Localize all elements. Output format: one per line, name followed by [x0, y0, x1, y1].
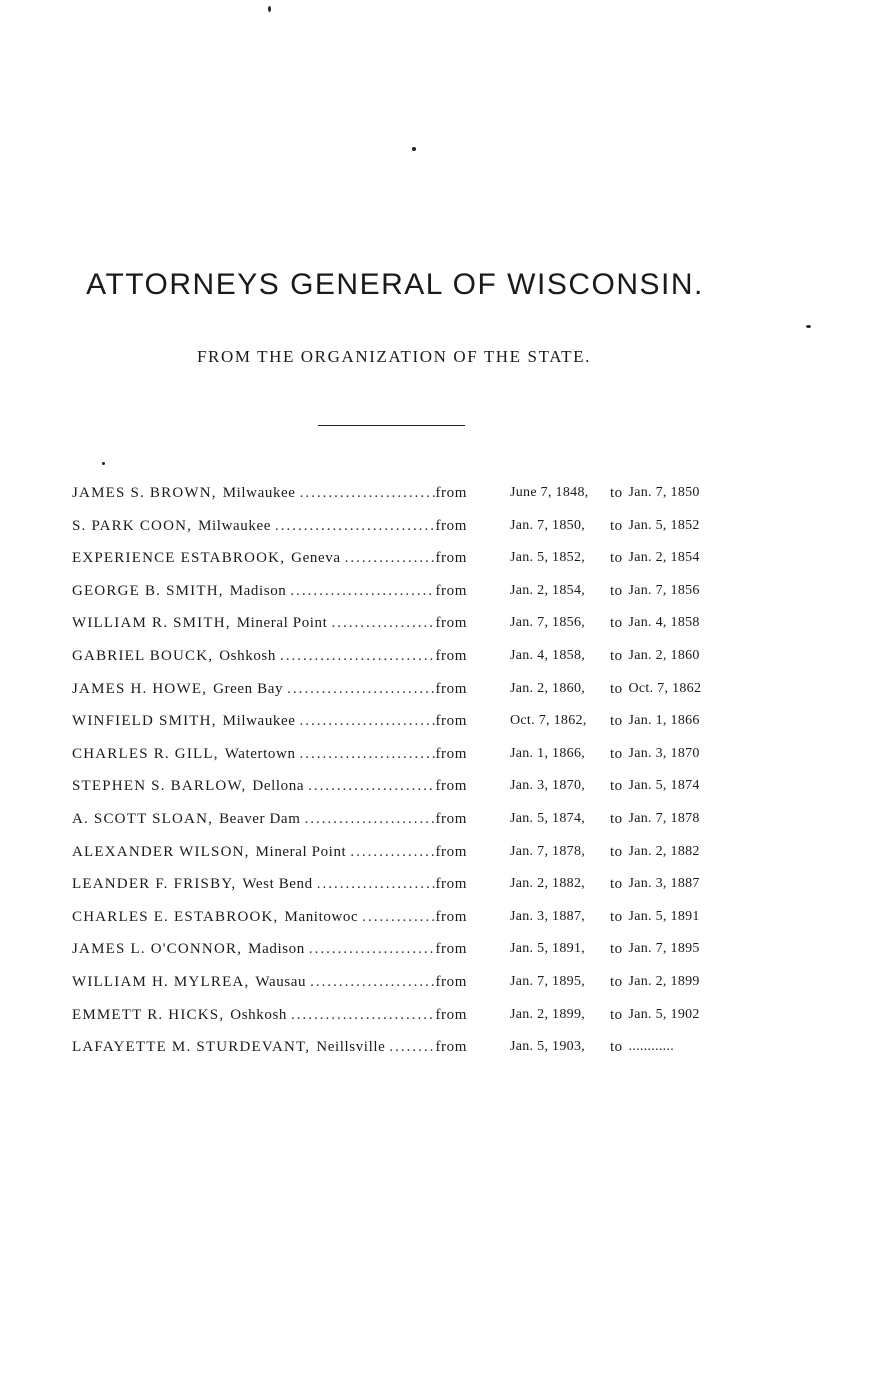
entry-left	[72, 1003, 467, 1027]
term-end: Jan. 1, 1866	[628, 713, 700, 729]
entry-right	[510, 481, 700, 505]
attorney-place: Madison	[229, 582, 287, 599]
attorney-name: WILLIAM R. SMITH,	[72, 615, 231, 632]
term-start: Jan. 7, 1878,	[510, 843, 586, 859]
scan-speck	[268, 6, 271, 12]
entry-right	[510, 1035, 674, 1059]
list-item	[72, 514, 722, 547]
entry-right	[510, 1003, 700, 1027]
attorney-place: Mineral Point	[255, 843, 347, 860]
attorney-name: LEANDER F. FRISBY,	[72, 876, 237, 893]
entry-right	[510, 611, 700, 635]
from-label: from	[435, 1006, 467, 1023]
entry-left	[72, 709, 467, 733]
term-start: Jan. 1, 1866,	[510, 745, 586, 761]
term-end: Jan. 3, 1870	[628, 745, 700, 761]
term-start: June 7, 1848,	[510, 485, 589, 500]
dot-leader	[309, 937, 436, 961]
attorney-place: Milwaukee	[198, 517, 271, 534]
from-label: from	[435, 582, 467, 599]
entry-left	[72, 644, 467, 668]
dot-leader	[300, 742, 436, 766]
entry-left	[72, 1035, 467, 1059]
from-label: from	[435, 941, 467, 958]
term-end: ............	[628, 1039, 675, 1055]
entry-right	[510, 677, 701, 701]
to-label: to	[610, 582, 623, 599]
list-item	[72, 481, 722, 514]
list-item	[72, 644, 722, 677]
term-end: Jan. 2, 1860	[628, 647, 700, 663]
dot-leader	[275, 514, 435, 538]
entry-left	[72, 774, 467, 798]
term-start: Jan. 2, 1882,	[510, 876, 586, 892]
attorney-name: ALEXANDER WILSON,	[72, 843, 250, 860]
to-label: to	[610, 713, 623, 730]
attorney-name: WILLIAM H. MYLREA,	[72, 973, 250, 990]
term-end: Jan. 7, 1856	[628, 582, 700, 598]
entry-right	[510, 709, 700, 733]
term-end: Oct. 7, 1862	[628, 680, 702, 696]
dot-leader	[308, 774, 435, 798]
list-item	[72, 677, 722, 710]
entry-left	[72, 742, 467, 766]
entry-right	[510, 937, 700, 961]
to-label: to	[610, 745, 623, 762]
from-label: from	[435, 647, 467, 664]
attorney-name: EMMETT R. HICKS,	[72, 1006, 225, 1023]
entry-right	[510, 774, 700, 798]
from-label: from	[435, 843, 467, 860]
list-item	[72, 1003, 722, 1036]
from-label: from	[435, 745, 467, 762]
page-title: ATTORNEYS GENERAL OF WISCONSIN.	[86, 268, 704, 301]
attorney-place: Wausau	[255, 973, 307, 990]
term-start: Jan. 2, 1854,	[510, 582, 586, 598]
list-item	[72, 937, 722, 970]
term-start: Jan. 5, 1903,	[510, 1039, 586, 1055]
dot-leader	[310, 970, 435, 994]
to-label: to	[610, 810, 623, 827]
entry-right	[510, 546, 700, 570]
term-end: Jan. 7, 1878	[628, 810, 700, 826]
list-item	[72, 742, 722, 775]
entry-left	[72, 677, 467, 701]
entry-left	[72, 611, 467, 635]
dot-leader	[290, 579, 435, 603]
title-divider	[318, 425, 465, 426]
term-start: Jan. 3, 1870,	[510, 778, 586, 794]
attorney-place: Madison	[248, 941, 305, 958]
entry-left	[72, 840, 467, 864]
attorney-name: S. PARK COON,	[72, 517, 193, 534]
term-end: Jan. 5, 1902	[628, 1006, 700, 1022]
entry-right	[510, 840, 700, 864]
attorney-name: A. SCOTT SLOAN,	[72, 810, 214, 827]
entry-left	[72, 807, 467, 831]
term-start: Jan. 7, 1895,	[510, 973, 586, 989]
entry-right	[510, 514, 700, 538]
entry-left	[72, 970, 467, 994]
entry-left	[72, 514, 467, 538]
attorney-place: Milwaukee	[222, 713, 296, 730]
list-item	[72, 546, 722, 579]
to-label: to	[610, 843, 623, 860]
attorney-place: Beaver Dam	[219, 810, 301, 827]
entry-right	[510, 644, 700, 668]
attorney-name: WINFIELD SMITH,	[72, 713, 217, 730]
to-label: to	[610, 550, 623, 567]
entry-left	[72, 481, 467, 505]
scan-speck	[412, 147, 416, 151]
entry-right	[510, 807, 700, 831]
term-end: Jan. 5, 1891	[628, 908, 700, 924]
entry-left	[72, 905, 467, 929]
from-label: from	[435, 680, 467, 697]
entry-right	[510, 742, 700, 766]
to-label: to	[610, 517, 623, 534]
attorney-name: JAMES H. HOWE,	[72, 680, 208, 697]
dot-leader	[300, 481, 436, 505]
list-item	[72, 840, 722, 873]
to-label: to	[610, 941, 623, 958]
attorney-name: GEORGE B. SMITH,	[72, 582, 224, 599]
from-label: from	[435, 713, 467, 730]
term-start: Jan. 5, 1852,	[510, 550, 586, 566]
attorney-place: Watertown	[224, 745, 296, 762]
list-item	[72, 709, 722, 742]
list-item	[72, 1035, 722, 1068]
term-end: Jan. 2, 1854	[628, 550, 700, 566]
dot-leader	[362, 905, 435, 929]
attorney-name: CHARLES E. ESTABROOK,	[72, 908, 279, 925]
attorneys-list	[72, 481, 722, 1068]
scan-speck	[806, 325, 811, 328]
term-end: Jan. 2, 1899	[628, 973, 700, 989]
dot-leader	[300, 709, 436, 733]
entry-right	[510, 970, 700, 994]
to-label: to	[610, 1039, 623, 1056]
term-start: Jan. 2, 1860,	[510, 680, 586, 696]
list-item	[72, 872, 722, 905]
dot-leader	[331, 611, 435, 635]
from-label: from	[435, 550, 467, 567]
dot-leader	[304, 807, 435, 831]
from-label: from	[435, 810, 467, 827]
term-start: Jan. 5, 1874,	[510, 810, 586, 826]
term-start: Jan. 4, 1858,	[510, 647, 586, 663]
term-end: Jan. 5, 1852	[628, 517, 700, 533]
attorney-name: JAMES S. BROWN,	[72, 485, 217, 501]
to-label: to	[610, 485, 623, 501]
attorney-name: JAMES L. O'CONNOR,	[72, 941, 243, 958]
list-item	[72, 970, 722, 1003]
to-label: to	[610, 973, 623, 990]
term-start: Oct. 7, 1862,	[510, 713, 587, 729]
to-label: to	[610, 778, 623, 795]
list-item	[72, 611, 722, 644]
attorney-place: Geneva	[291, 550, 341, 567]
from-label: from	[435, 1039, 467, 1056]
to-label: to	[610, 908, 623, 925]
dot-leader	[317, 872, 436, 896]
term-start: Jan. 7, 1850,	[510, 517, 586, 533]
list-item	[72, 579, 722, 612]
dot-leader	[389, 1035, 435, 1059]
from-label: from	[435, 485, 467, 501]
from-label: from	[435, 778, 467, 795]
attorney-place: West Bend	[242, 876, 313, 893]
term-start: Jan. 2, 1899,	[510, 1006, 586, 1022]
attorney-name: LAFAYETTE M. STURDEVANT,	[72, 1039, 311, 1056]
term-end: Jan. 7, 1850	[628, 485, 700, 500]
term-end: Jan. 2, 1882	[628, 843, 700, 859]
attorney-place: Dellona	[252, 778, 305, 795]
to-label: to	[610, 647, 623, 664]
entry-right	[510, 905, 700, 929]
attorney-name: CHARLES R. GILL,	[72, 745, 219, 762]
term-end: Jan. 3, 1887	[628, 876, 700, 892]
attorney-place: Green Bay	[213, 680, 284, 697]
term-start: Jan. 3, 1887,	[510, 908, 586, 924]
attorney-name: EXPERIENCE ESTABROOK,	[72, 550, 286, 567]
dot-leader	[291, 1003, 435, 1027]
from-label: from	[435, 908, 467, 925]
to-label: to	[610, 615, 623, 632]
from-label: from	[435, 876, 467, 893]
entry-right	[510, 872, 700, 896]
dot-leader	[345, 546, 436, 570]
attorney-place: Oshkosh	[219, 647, 276, 664]
from-label: from	[435, 615, 467, 632]
from-label: from	[435, 973, 467, 990]
page-subtitle: FROM THE ORGANIZATION OF THE STATE.	[196, 347, 592, 366]
dot-leader	[280, 644, 435, 668]
dot-leader	[287, 677, 435, 701]
attorney-place: Oshkosh	[230, 1006, 287, 1023]
from-label: from	[435, 517, 467, 534]
entry-left	[72, 872, 467, 896]
term-start: Jan. 7, 1856,	[510, 615, 586, 631]
attorney-name: STEPHEN S. BARLOW,	[72, 778, 247, 795]
term-start: Jan. 5, 1891,	[510, 941, 586, 957]
attorney-name: GABRIEL BOUCK,	[72, 647, 214, 664]
to-label: to	[610, 876, 623, 893]
attorney-place: Manitowoc	[284, 908, 359, 925]
to-label: to	[610, 680, 623, 697]
entry-right	[510, 579, 700, 603]
list-item	[72, 807, 722, 840]
term-end: Jan. 4, 1858	[628, 615, 700, 631]
term-end: Jan. 7, 1895	[628, 941, 700, 957]
entry-left	[72, 546, 467, 570]
dot-leader	[350, 840, 435, 864]
term-end: Jan. 5, 1874	[628, 778, 700, 794]
to-label: to	[610, 1006, 623, 1023]
attorney-place: Neillsville	[316, 1039, 386, 1056]
entry-left	[72, 579, 467, 603]
attorney-place: Mineral Point	[236, 615, 328, 632]
entry-left	[72, 937, 467, 961]
list-item	[72, 905, 722, 938]
scan-speck	[102, 462, 105, 465]
list-item	[72, 774, 722, 807]
attorney-place: Milwaukee	[222, 485, 296, 501]
